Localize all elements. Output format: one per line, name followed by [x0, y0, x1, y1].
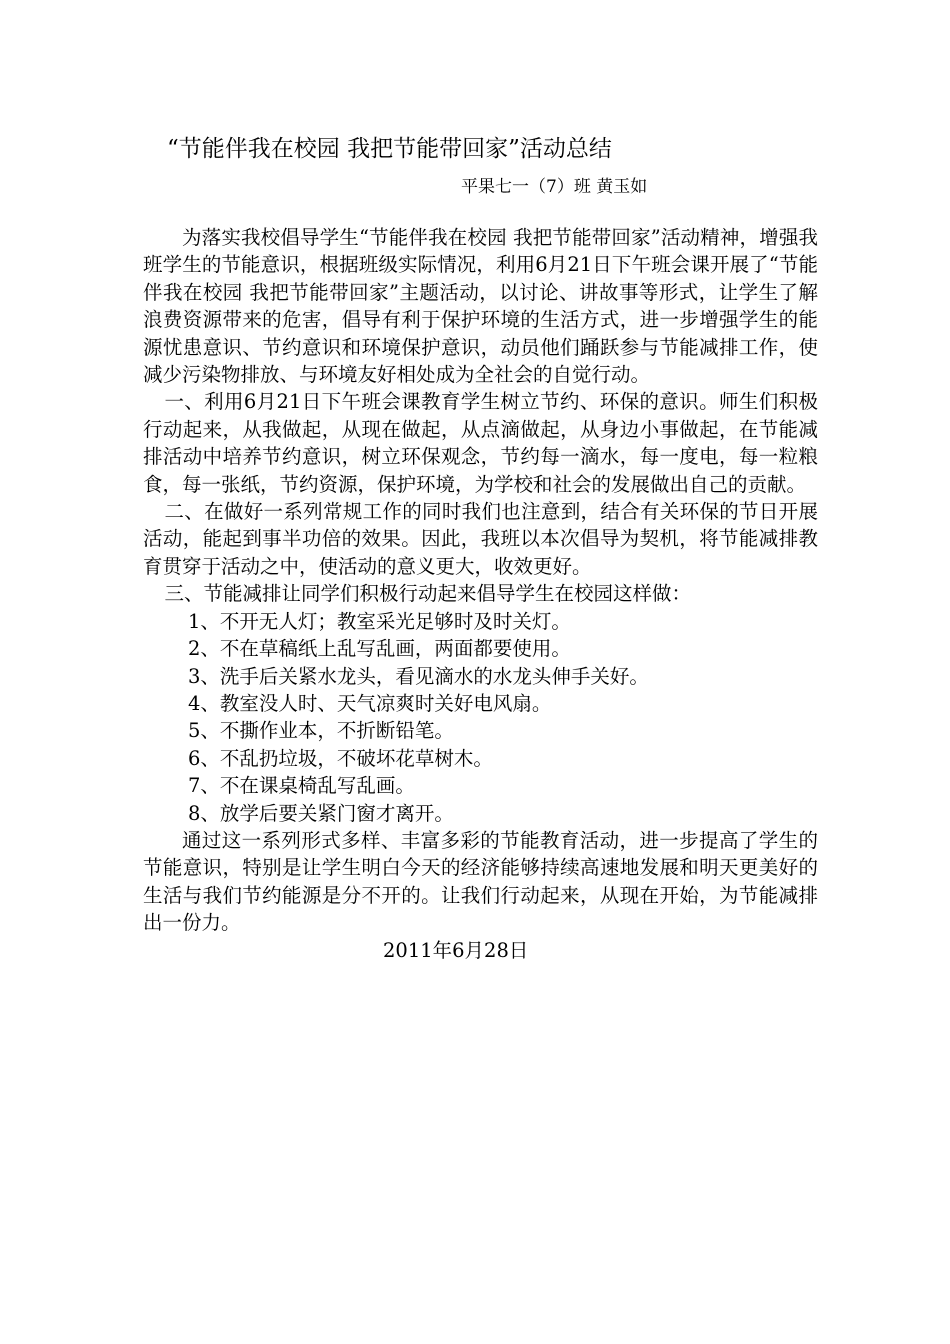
section-one-paragraph: 一、利用6月21日下午班会课教育学生树立节约、环保的意识。师生们积极行动起来，从我做起，从现在做起，从点滴做起，从身边小事做起，在节能减排活动中培养节约意识，树立环保观念，节约每一滴水，每一度电，每一粒粮食，每一张纸，节约资源，保护环境，为学校和社会的发展做出自己的贡献。 [143, 390, 818, 496]
rule-item: 6、不乱扔垃圾，不破坏花草树木。 [188, 746, 493, 770]
conclusion-paragraph: 通过这一系列形式多样、丰富多彩的节能教育活动，进一步提高了学生的节能意识，特别是让学生明白今天的经济能够持续高速地发展和明天更美好的生活与我们节约能源是分不开的。让我们行动起来，从现在开始，为节能减排出一份力。 [143, 828, 818, 935]
rule-item: 7、不在课桌椅乱写乱画。 [188, 774, 415, 798]
document-title: “节能伴我在校园 我把节能带回家”活动总结 [167, 136, 612, 162]
rule-item: 4、教室没人时、天气凉爽时关好电风扇。 [188, 691, 552, 715]
section-three-heading: 三、节能减排让同学们积极行动起来倡导学生在校园这样做： [164, 582, 691, 606]
rule-item: 2、不在草稿纸上乱写乱画，两面都要使用。 [188, 637, 571, 661]
document-date: 2011年6月28日 [383, 938, 529, 962]
rule-item: 8、放学后要关紧门窗才离开。 [188, 801, 454, 825]
intro-paragraph: 为落实我校倡导学生“节能伴我在校园 我把节能带回家”活动精神，增强我班学生的节能意识，根据班级实际情况，利用6月21日下午班会课开展了“节能伴我在校园 我把节能带回家”主题活动，以讨论、讲故事等形式，让学生了解浪费资源带来的危害，倡导有利于保护环境的生活方式，进一步增强学生的能源忧患意识、节约意识和环境保护意识，动员他们踊跃参与节能减排工作，使减少污染物排放、与环境友好相处成为全社会的自觉行动。 [143, 226, 818, 387]
rule-item: 1、不开无人灯；教室采光足够时及时关灯。 [188, 609, 571, 633]
rule-item: 5、不撕作业本，不折断铅笔。 [188, 719, 454, 743]
rule-item: 3、洗手后关紧水龙头，看见滴水的水龙头伸手关好。 [188, 664, 649, 688]
document-body [143, 224, 818, 964]
document-author: 平果七一（7）班 黄玉如 [461, 177, 648, 197]
section-two-paragraph: 二、在做好一系列常规工作的同时我们也注意到，结合有关环保的节日开展活动，能起到事半功倍的效果。因此，我班以本次倡导为契机，将节能减排教育贯穿于活动之中，使活动的意义更大，收效更好。 [143, 500, 818, 578]
